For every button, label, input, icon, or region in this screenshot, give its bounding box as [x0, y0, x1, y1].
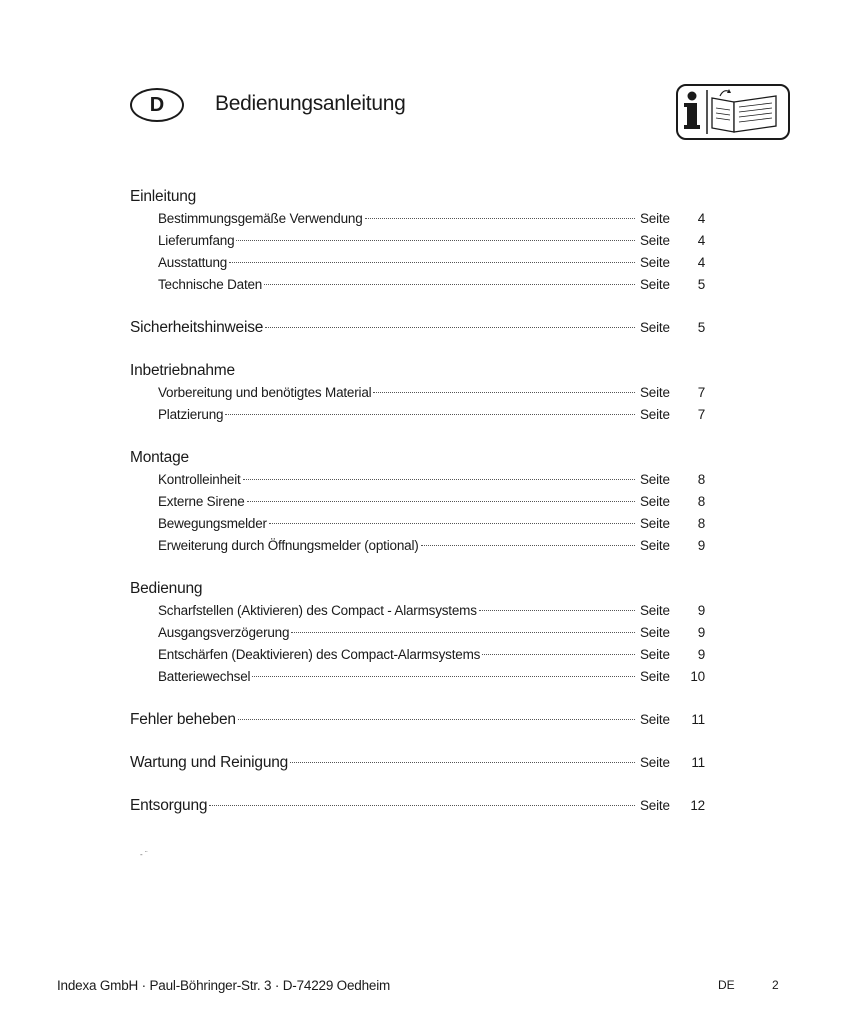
toc-entry[interactable] [130, 491, 705, 513]
dot-leader [225, 414, 635, 415]
toc-entry-label: Batteriewechsel [158, 669, 251, 684]
toc-page-number: 7 [697, 407, 705, 422]
toc-entry[interactable] [130, 513, 705, 535]
toc-section-heading: Bedienung [130, 580, 203, 597]
dot-leader [290, 762, 635, 763]
toc-page-number: 11 [691, 712, 705, 727]
toc-entry[interactable] [130, 535, 705, 557]
toc-entry-label: Ausstattung [158, 255, 228, 270]
toc-seite-label: Seite [640, 385, 670, 400]
toc-entry-label: Externe Sirene [158, 494, 245, 509]
toc-seite-label: Seite [640, 320, 670, 335]
toc-seite-label: Seite [640, 494, 670, 509]
dot-leader [421, 545, 635, 546]
toc-page-number: 10 [690, 669, 705, 684]
toc-seite-label: Seite [640, 516, 670, 531]
dot-leader [252, 676, 635, 677]
stray-print-mark: - ¨ [140, 850, 148, 859]
dot-leader [373, 392, 635, 393]
toc-page-number: 7 [697, 385, 705, 400]
toc-page-number: 8 [697, 472, 705, 487]
toc-section-heading: Inbetriebnahme [130, 362, 235, 379]
toc-section-heading: Montage [130, 449, 189, 466]
toc-entry[interactable] [130, 622, 705, 644]
dot-leader [264, 284, 635, 285]
dot-leader [238, 719, 635, 720]
toc-entry[interactable] [130, 317, 705, 339]
dot-leader [365, 218, 635, 219]
toc-entry[interactable] [130, 208, 705, 230]
toc-page-number: 4 [697, 255, 705, 270]
toc-entry[interactable] [130, 795, 705, 817]
page-title: Bedienungsanleitung [215, 92, 406, 115]
toc-seite-label: Seite [640, 255, 670, 270]
dot-leader [229, 262, 635, 263]
dot-leader [482, 654, 635, 655]
toc-section-heading: Wartung und Reinigung [130, 754, 289, 771]
toc-seite-label: Seite [640, 277, 670, 292]
toc-section-heading: Einleitung [130, 188, 197, 205]
footer-company-address: Indexa GmbH · Paul-Böhringer-Str. 3 · D-74229 Oedheim [57, 978, 391, 993]
toc-seite-label: Seite [640, 538, 670, 553]
toc-entry[interactable] [130, 404, 705, 426]
toc-seite-label: Seite [640, 603, 670, 618]
toc-entry[interactable] [130, 666, 705, 688]
language-badge: D [130, 88, 184, 122]
toc-page-number: 9 [697, 625, 705, 640]
toc-entry-label: Erweiterung durch Öffnungsmelder (optional) [158, 538, 419, 553]
toc-entry[interactable] [130, 644, 705, 666]
toc-entry-label: Scharfstellen (Aktivieren) des Compact - Alarmsystems [158, 603, 477, 618]
toc-section-heading: Fehler beheben [130, 711, 236, 728]
toc-seite-label: Seite [640, 472, 670, 487]
toc-entry-label: Kontrolleinheit [158, 472, 241, 487]
toc-seite-label: Seite [640, 233, 670, 248]
toc-seite-label: Seite [640, 798, 670, 813]
toc-page-number: 9 [697, 647, 705, 662]
toc-entry-label: Bestimmungsgemäße Verwendung [158, 211, 363, 226]
toc-page-number: 5 [697, 320, 705, 335]
table-of-contents [130, 186, 705, 817]
toc-entry-label: Platzierung [158, 407, 224, 422]
toc-entry[interactable] [130, 382, 705, 404]
toc-entry[interactable] [130, 230, 705, 252]
toc-entry-label: Lieferumfang [158, 233, 235, 248]
toc-seite-label: Seite [640, 712, 670, 727]
toc-entry[interactable] [130, 274, 705, 296]
toc-entry-label: Technische Daten [158, 277, 263, 292]
toc-entry[interactable] [130, 752, 705, 774]
footer-page-number: 2 [772, 978, 779, 992]
toc-page-number: 12 [690, 798, 705, 813]
toc-seite-label: Seite [640, 669, 670, 684]
footer-language-code: DE [718, 978, 735, 992]
toc-entry[interactable] [130, 252, 705, 274]
toc-seite-label: Seite [640, 407, 670, 422]
toc-entry-label: Ausgangsverzögerung [158, 625, 290, 640]
toc-entry-label: Entschärfen (Deaktivieren) des Compact-Alarmsystems [158, 647, 481, 662]
toc-entry[interactable] [130, 469, 705, 491]
dot-leader [209, 805, 635, 806]
toc-entry[interactable] [130, 709, 705, 731]
dot-leader [236, 240, 635, 241]
dot-leader [269, 523, 635, 524]
toc-seite-label: Seite [640, 625, 670, 640]
toc-page-number: 8 [697, 494, 705, 509]
toc-seite-label: Seite [640, 647, 670, 662]
toc-page-number: 8 [697, 516, 705, 531]
toc-page-number: 5 [697, 277, 705, 292]
dot-leader [243, 479, 635, 480]
toc-page-number: 4 [697, 211, 705, 226]
dot-leader [479, 610, 635, 611]
toc-page-number: 9 [697, 603, 705, 618]
toc-entry[interactable] [130, 600, 705, 622]
toc-entry-label: Bewegungsmelder [158, 516, 267, 531]
toc-page-number: 4 [697, 233, 705, 248]
toc-seite-label: Seite [640, 211, 670, 226]
toc-section-heading: Entsorgung [130, 797, 208, 814]
toc-page-number: 9 [697, 538, 705, 553]
toc-entry-label: Vorbereitung und benötigtes Material [158, 385, 372, 400]
dot-leader [265, 327, 635, 328]
info-manual-icon [676, 84, 790, 140]
toc-page-number: 11 [691, 755, 705, 770]
toc-section-heading: Sicherheitshinweise [130, 319, 264, 336]
toc-seite-label: Seite [640, 755, 670, 770]
dot-leader [291, 632, 635, 633]
dot-leader [247, 501, 636, 502]
